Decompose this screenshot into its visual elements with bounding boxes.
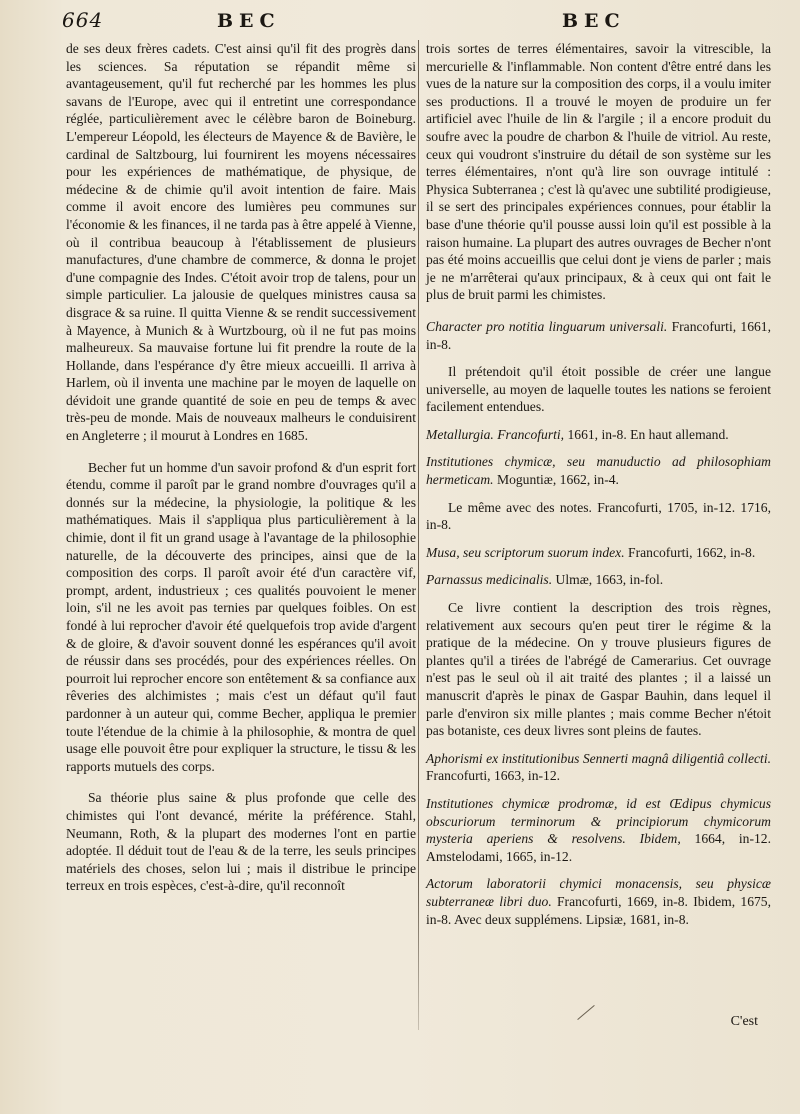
entry-imprint: Ulmæ, 1663, in-fol.	[552, 572, 664, 588]
paragraph-gap	[426, 785, 771, 795]
entry-imprint: Francofurti, 1661, in-8.	[426, 318, 771, 352]
entry-imprint: Francofurti, 1669, in-8. Ibidem, 1675, in-8. Avec deux supplémens. Lipsiæ, 1681, in-8.	[426, 893, 771, 927]
bibliography-entry	[426, 318, 771, 353]
bibliography-entry	[426, 795, 771, 865]
paragraph-gap	[66, 775, 416, 789]
paragraph-gap	[426, 561, 771, 571]
entry-title: Institutiones chymicæ prodromæ, id est Œdipus chymicus obscuriorum terminorum & principiorum chymicorum mysteria aperiens & resolvens. Ibidem,	[426, 795, 771, 847]
paragraph-gap	[426, 416, 771, 426]
page-header	[62, 6, 770, 36]
paragraph: trois sortes de terres élémentaires, savoir la vitrescible, la mercurielle & l'inflammable. Non content d'être entré dans les vues de la nature sur la composition des corps, il a voulu imiter ses productions. Il a trouvé le moyen de produire un fer artificiel avec l'huile de lin & l'argile ; il a encore produit du soufre avec la poudre de charbon & l'huile de vitriol. Au reste, ceux qui voudront s'instruire du détail de son système sur les terres élémentaires, n'ont qu'à lire son ouvrage intitulé : Physica Subterranea ; c'est là qu'avec une subtilité prodigieuse, il se sert des principales expériences connues, pour établir la base d'une théorie qu'il pousse aussi loin qu'il est possible à la raison humaine. La plupart des autres ouvrages de Becher n'ont pas été moins accueillis que celui dont je viens de parler ; mais je ne m'arrêterai qu'aux principaux, & à ceux qui ont fait le plus de bruit parmi les chimistes.	[426, 41, 771, 303]
bibliography-entry	[426, 750, 771, 785]
entry-imprint: 1664, in-12. Amstelodami, 1665, in-12.	[426, 831, 771, 864]
paragraph-gap	[426, 589, 771, 599]
entry-imprint: Moguntiæ, 1662, in-4.	[493, 472, 619, 488]
entry-imprint: 1661, in-8. En haut allemand.	[564, 426, 729, 442]
paragraph-gap	[426, 489, 771, 499]
paragraph-gap	[426, 865, 771, 875]
entry-title: Musa, seu scriptorum suorum index.	[426, 544, 625, 560]
entry-imprint: Francofurti, 1662, in-8.	[624, 544, 756, 560]
column-divider	[418, 40, 419, 1030]
entry-title: Institutiones chymicæ, seu manuductio ad philosophiam hermeticam.	[426, 454, 771, 488]
entry-title: Aphorismi ex institutionibus Sennerti magnâ diligentiâ collecti.	[426, 750, 771, 766]
right-column	[426, 40, 771, 928]
paragraph: Il prétendoit qu'il étoit possible de créer une langue universelle, au moyen de laquelle toutes les nations se feroient facilement entendues.	[426, 364, 771, 415]
paragraph-gap	[66, 445, 416, 459]
entry-title: Actorum laboratorii chymici monacensis, seu physicæ subterraneæ libri duo.	[426, 876, 771, 909]
bibliography-entry	[426, 544, 771, 562]
paragraph: de ses deux frères cadets. C'est ainsi qu'il fit des progrès dans les sciences. Sa réputation se répandit même si avantageusement, qu'il fut recherché par les hommes les plus savans de l'Europe, avec qui il entretint une correspondance réglée, particulièrement avec le célèbre baron de Boineburg. L'empereur Léopold, les électeurs de Mayence & de Bavière, le cardinal de Saltzbourg, lui fournirent les moyens nécessaires pour les expériences de mathématique, de physique, de médecine & de chimie qu'il avoit intention de faire. Mais comme il avoit encore des lumières peu communes sur l'économie & les finances, il ne tarda pas à être appelé à Vienne, où il contribua beaucoup à l'établissement de plusieurs manufactures, d'une chambre de commerce, & donna le projet d'une compagnie des Indes. C'étoit avoir trop de talens, pour un simple particulier. La jalousie de quelques ministres causa sa disgrace & sa ruine. Il quitta Vienne & se rendit successivement à Mayence, à Munich & à Wurtzbourg, où il ne fut pas moins malheureux. Sa mauvaise fortune lui fit prendre la route de la Hollande, dans l'espérance d'y être mieux accueilli. Il arriva à Harlem, où il inventa une machine par le moyen de laquelle on dévidoit une grande quantité de soie en peu de temps & avec très-peu de monde. Mais de nouveaux malheurs le conduisirent en Angleterre ; il mourut à Londres en 1685.	[66, 41, 416, 444]
paragraph: Le même avec des notes. Francofurti, 1705, in-12. 1716, in-8.	[426, 499, 771, 533]
entry-title: Metallurgia. Francofurti,	[426, 426, 565, 442]
left-column	[66, 40, 416, 895]
running-head-left: BEC	[217, 10, 281, 32]
paragraph: Ce livre contient la description des trois règnes, relativement aux secours qu'en peut tirer le régime & la pratique de la médecine. On y trouve plusieurs figures de plantes qu'il a tirées de l'abrégé de Camerarius. Cet ouvrage n'est pas le seul où il ait traité des plantes ; il a laissé un manuscrit d'après le pinax de Gaspar Bauhin, dans lequel il parle d'environ six mille plantes ; mais comme Becher n'étoit pas botaniste, ces deux livres sont pleins de fautes.	[426, 600, 771, 739]
paragraph-gap	[426, 443, 771, 453]
bibliography-entry	[426, 453, 771, 488]
paragraph: Becher fut un homme d'un savoir profond & d'un esprit fort étendu, comme il paroît par le grand nombre d'ouvrages qu'il a donnés sur la médecine, la physiologie, la politique & les mathématiques. Mais il s'appliqua plus particulièrement à la chimie, dont il fit un grand usage à l'avantage de la philosophie naturelle, de la découverte des principes, ainsi que de la composition des corps. Il paroît avoir été d'un caractère vif, prompt, ardent, industrieux ; ces qualités pouvoient le mener loin, s'il ne les avoit pas ternies par quelques foibles. On est fondé à lui reprocher d'avoir été quelquefois trop avide d'argent & de gloire, & d'avoir souvent donné les espérances qu'il avoit de réussir dans ses procédés, pour des expériences réelles. On pourroit lui reprocher encore son entêtement & sa confiance aux rêveries des alchimistes ; mais c'est un défaut qu'il faut pardonner à un auteur qui, comme Becher, appliqua le premier toute l'étendue de la chimie à la philosophie, & montra de quel usage elle pouvoit être pour expliquer la structure, le tissu & les rapports mutuels des corps.	[66, 459, 416, 774]
entry-imprint: Francofurti, 1663, in-12.	[426, 768, 561, 784]
catchword: C'est	[730, 1014, 758, 1029]
paragraph-gap	[426, 304, 771, 318]
bibliography-entry	[426, 426, 771, 444]
bibliography-entry	[426, 875, 771, 928]
entry-title: Character pro notitia linguarum universali.	[426, 318, 668, 334]
paragraph: Sa théorie plus saine & plus profonde que celle des chimistes qui l'ont devancé, mérite la préférence. Stahl, Neumann, Roth, & la plupart des modernes l'ont en partie adoptée. Il déduit tout de l'eau & de la terre, les seuls principes matériels des choses, selon lui ; mais il distribue le principe terreux en trois espèces, c'est-à-dire, qu'il reconnoît	[66, 790, 416, 894]
bibliography-entry	[426, 571, 771, 589]
page-number: 664	[62, 8, 104, 32]
entry-title: Parnassus medicinalis.	[426, 572, 553, 588]
running-head-right: BEC	[562, 10, 626, 32]
paragraph-gap	[426, 740, 771, 750]
ink-mark	[577, 1005, 594, 1020]
paragraph-gap	[426, 534, 771, 544]
paragraph-gap	[426, 353, 771, 363]
